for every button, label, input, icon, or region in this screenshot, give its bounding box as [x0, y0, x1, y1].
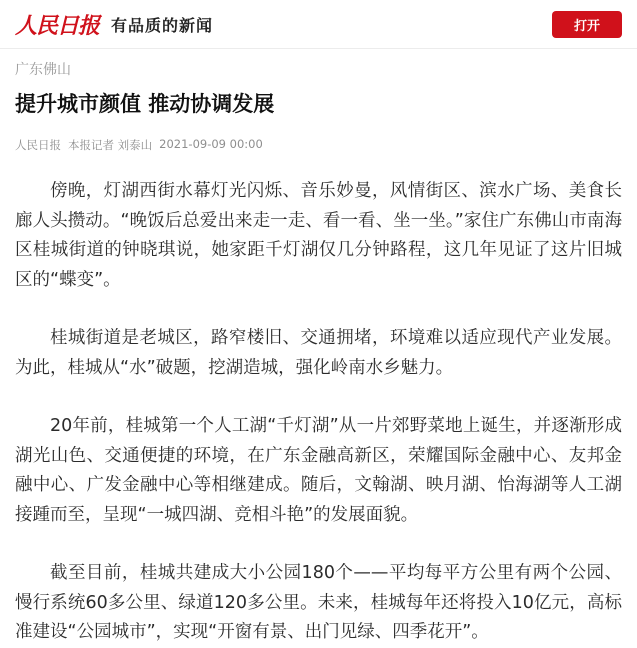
article-location: 广东佛山 [15, 62, 71, 78]
article-container [0, 59, 637, 648]
article-paragraph: 傍晚，灯湖西街水幕灯光闪烁、音乐妙曼，风情街区、滨水广场、美食长廊人头攒动。“晚饭后总爱出来走一走、看一看、坐一坐。”家住广东佛山市南海区桂城街道的钟晓琪说，她家距千灯湖仅几分钟路程，这几年见证了这片旧城区的“蝶变”。 [15, 181, 622, 290]
article-meta [15, 137, 622, 153]
article-paragraph: 桂城街道是老城区，路窄楼旧、交通拥堵，环境难以适应现代产业发展。为此，桂城从“水”破题，挖湖造城，强化岭南水乡魅力。 [15, 328, 622, 378]
top-bar [0, 0, 637, 49]
article-paragraph: 20年前，桂城第一个人工湖“千灯湖”从一片郊野菜地上诞生，并逐渐形成湖光山色、交通便捷的环境，在广东金融高新区，荣耀国际金融中心、友邦金融中心、广发金融中心等相继建成。随后，文翰湖、映月湖、怡海湖等人工湖接踵而至，呈现“一城四湖、竞相斗艳”的发展面貌。 [15, 416, 622, 525]
logo[interactable] [15, 10, 213, 38]
open-app-button[interactable]: 打开 [552, 11, 622, 38]
article-title: 提升城市颜值 推动协调发展 [15, 92, 275, 116]
article-body [15, 177, 622, 648]
article-paragraph: 截至目前，桂城共建成大小公园180个——平均每平方公里有两个公园、慢行系统60多公里、绿道120多公里。未来，桂城每年还将投入10亿元，高标准建设“公园城市”，实现“开窗有景、出门见绿、四季花开”。 [15, 563, 622, 642]
logo-wordmark: 人民日报 [15, 12, 100, 39]
article-datetime: 2021-09-09 00:00 [159, 137, 263, 151]
slogan: 有品质的新闻 [111, 15, 214, 35]
article-reporter: 本报记者 刘泰山 [68, 138, 153, 152]
article-source: 人民日报 [15, 138, 61, 152]
